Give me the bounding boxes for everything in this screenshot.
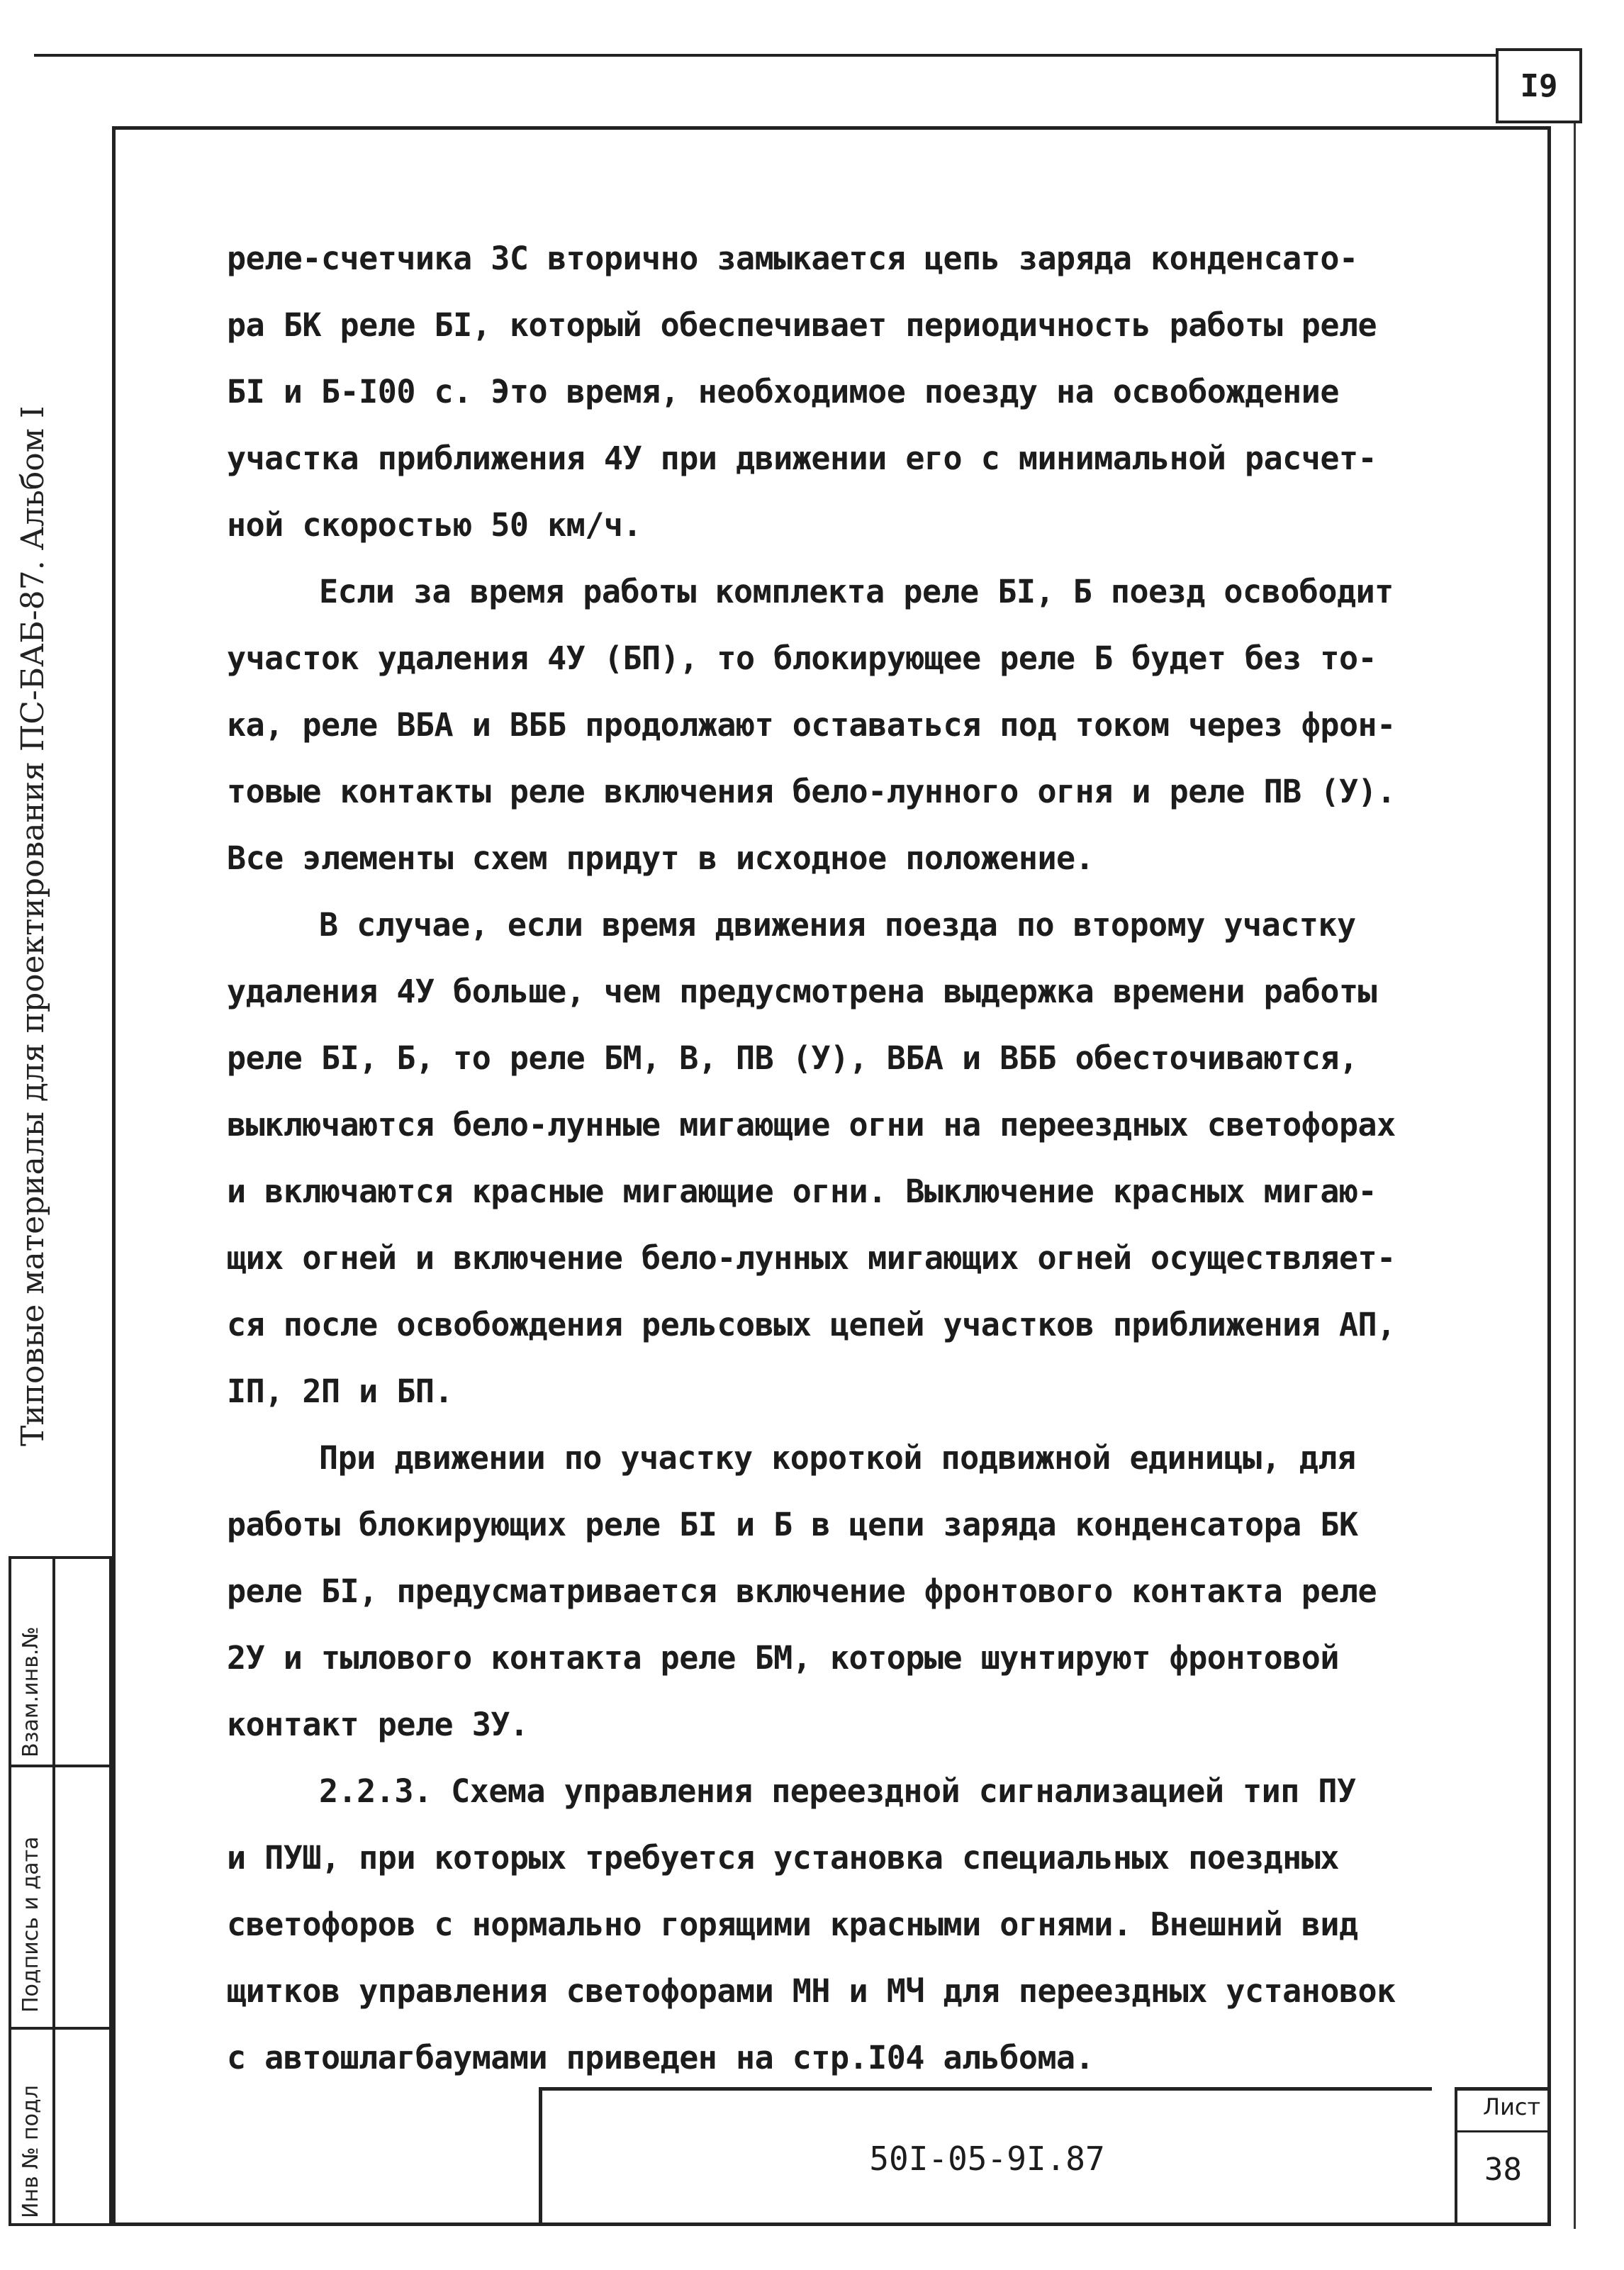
text-line: БI и Б-I00 с. Это время, необходимое поезду на освобождение (227, 373, 1339, 410)
stamp-divider (52, 1559, 55, 2223)
text-line: Все элементы схем придут в исходное положение. (227, 839, 1094, 877)
text-line: и включаются красные мигающие огни. Выключение красных мигаю- (227, 1173, 1377, 1210)
text-line: контакт реле 3У. (227, 1706, 529, 1743)
body-text (227, 225, 1482, 2091)
page-number: I9 (1496, 48, 1582, 123)
sheet-separator (1457, 2130, 1551, 2132)
paragraph-start: Если за время работы комплекта реле БI, Б поезд освободит (319, 573, 1394, 610)
text-line: реле БI, Б, то реле БМ, В, ПВ (У), ВБА и ВББ обесточиваются, (227, 1039, 1358, 1077)
text-line: и ПУШ, при которых требуется установка специальных поездных (227, 1839, 1339, 1877)
paragraph-start: В случае, если время движения поезда по второму участку (319, 906, 1356, 944)
text-line: IП, 2П и БП. (227, 1372, 454, 1410)
approval-stamp-column (9, 1556, 112, 2226)
stamp-vzam-inv: Взам.инв.№ (18, 1626, 43, 1757)
text-line: работы блокирующих реле БI и Б в цепи заряда конденсатора БК (227, 1506, 1358, 1543)
text-line: светофоров с нормально горящими красными огнями. Внешний вид (227, 1906, 1358, 1943)
text-line: удаления 4У больше, чем предусмотрена выдержка времени работы (227, 973, 1377, 1010)
text-line: ной скоростью 50 км/ч. (227, 506, 642, 544)
stamp-inv-podl: Инв № подл (18, 2085, 43, 2218)
text-line: ка, реле ВБА и ВББ продолжают оставаться под током через фрон- (227, 706, 1396, 744)
side-album-title: Типовые материалы для проектирования ПС-БАБ-87. Альбом I (15, 406, 51, 1446)
frame-edge (1574, 123, 1576, 2229)
text-line: реле-счетчика 3С вторично замыкается цепь заряда конденсато- (227, 240, 1358, 277)
stamp-podpis-data: Подпись и дата (18, 1836, 43, 2013)
sheet-number: 38 (1484, 2152, 1522, 2188)
stamp-row-separator (11, 1765, 109, 1767)
text-line: участок удаления 4У (БП), то блокирующее реле Б будет без то- (227, 639, 1377, 677)
sheet-box (1455, 2087, 1551, 2226)
text-line: 2У и тылового контакта реле БМ, которые шунтируют фронтовой (227, 1639, 1339, 1677)
document-code: 50I-05-9I.87 (869, 2139, 1105, 2178)
text-line: участка приближения 4У при движении его с минимальной расчет- (227, 440, 1377, 477)
text-line: щитков управления светофорами МН и МЧ для переездных установок (227, 1972, 1396, 2010)
text-line: ся после освобождения рельсовых цепей участков приближения АП, (227, 1306, 1396, 1343)
paragraph-start: 2.2.3. Схема управления переездной сигнализацией тип ПУ (319, 1772, 1356, 1810)
top-rule (34, 54, 1551, 57)
text-line: выключаются бело-лунные мигающие огни на переездных светофорах (227, 1106, 1396, 1144)
sheet-label: Лист (1483, 2093, 1541, 2120)
text-line: товые контакты реле включения бело-лунного огня и реле ПВ (У). (227, 773, 1396, 810)
text-line: с автошлагбаумами приведен на стр.I04 альбома. (227, 2039, 1094, 2076)
stamp-row-separator (11, 2027, 109, 2030)
text-line: щих огней и включение бело-лунных мигающих огней осуществляет- (227, 1239, 1396, 1277)
paragraph-start: При движении по участку короткой подвижной единицы, для (319, 1439, 1356, 1477)
text-line: реле БI, предусматривается включение фронтового контакта реле (227, 1572, 1377, 1610)
title-block (539, 2087, 1432, 2226)
text-line: ра БК реле БI, который обеспечивает периодичность работы реле (227, 306, 1377, 344)
